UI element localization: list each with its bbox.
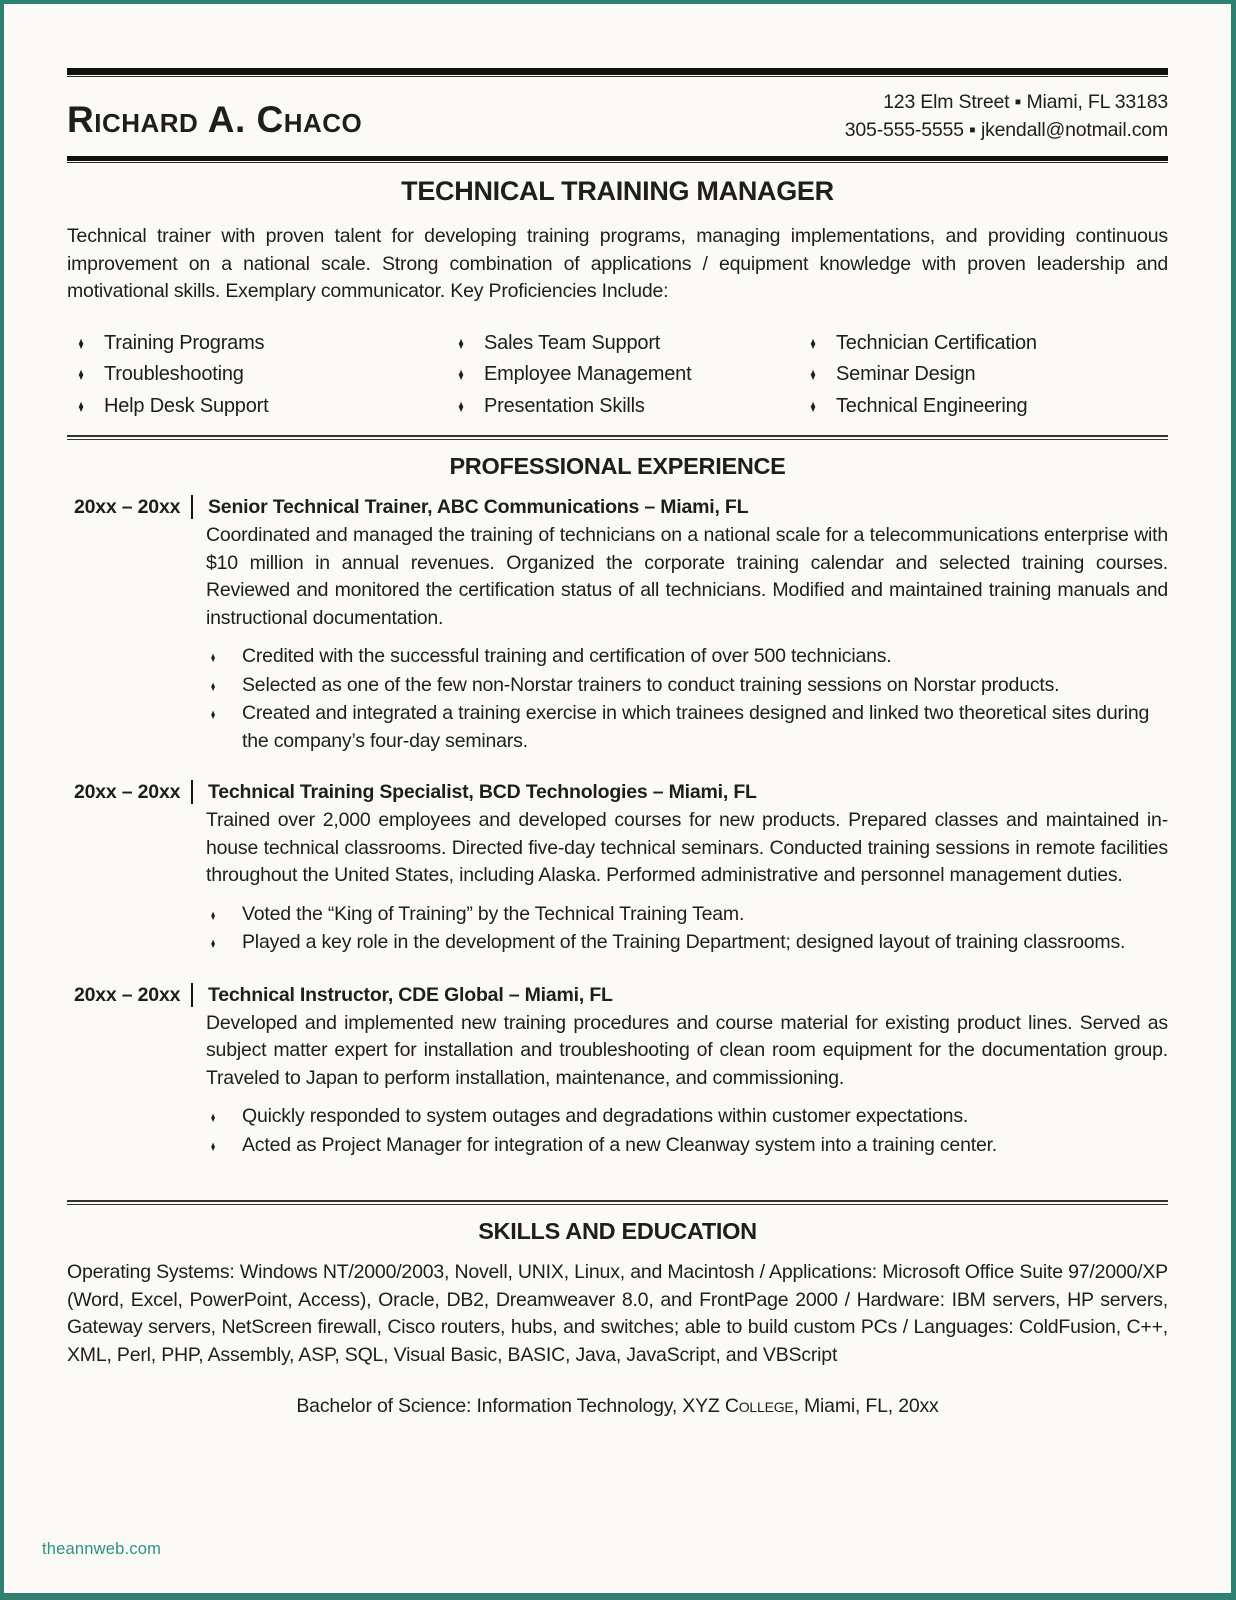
proficiency-label: Training Programs [104,331,265,354]
job-bullet-text: Credited with the successful training and certification of over 500 technicians. [242,645,892,667]
proficiency-label: Troubleshooting [104,363,244,385]
job-bullet [206,1132,1168,1161]
job-title: Technical Instructor, CDE Global – Miami, FL [208,983,613,1006]
job-title: Senior Technical Trainer, ABC Communications – Miami, FL [208,496,749,518]
date-separator [191,983,193,1007]
section-divider [67,435,1168,440]
diamond-bullet-icon: ♦ [210,705,216,723]
education-suffix: , Miami, FL, 20xx [793,1395,939,1417]
job-header [67,494,1168,521]
diamond-bullet-icon: ♦ [210,906,216,923]
top-divider [67,68,1168,77]
job-entry [67,982,1168,1161]
job-bullet-text: Played a key role in the development of the Training Department; designed layout of training classrooms. [242,931,1126,953]
diamond-bullet-icon: ♦ [210,648,216,666]
proficiency-label: Technician Certification [836,331,1037,354]
diamond-bullet-icon: ♦ [78,364,84,385]
experience-heading: PROFESSIONAL EXPERIENCE [449,453,786,479]
job-description: Coordinated and managed the training of technicians on a national scale for a telecommunications enterprise with $10 million in annual revenues. Organized the corporate training calendar and selected training courses. Reviewed and monitored the certification status of all technicians. Modified and maintained training manuals and instructional documentation. [206,524,1168,629]
job-entry [67,494,1168,755]
education-college: College [724,1395,794,1417]
proficiency-item [74,391,454,423]
job-entry [67,779,1168,958]
job-header [67,779,1168,806]
proficiency-label: Presentation Skills [484,394,645,417]
date-separator [191,780,193,804]
candidate-name: Richard A. Chaco [67,99,363,140]
job-bullet-text: Created and integrated a training exercise in which trainees designed and linked two theoretical sites during the company’s four-day seminars. [242,702,1150,752]
contact-phone-email: 305-555-5555 ▪ jkendall@notmail.com [844,118,1168,141]
proficiency-label: Technical Engineering [836,394,1028,417]
job-bullet-list [67,901,1168,958]
proficiency-item [806,328,1168,360]
proficiency-item [806,391,1168,423]
job-bullet [206,672,1168,701]
job-bullet [206,643,1168,672]
proficiency-label: Help Desk Support [104,394,269,417]
watermark-link: theannweb.com [42,1540,162,1558]
job-description: Developed and implemented new training procedures and course material for existing product lines. Served as subject matter expert for installation and troubleshooting of clean room equipment for the documentation group. Traveled to Japan to perform installation, maintenance, and commissioning. [206,1011,1168,1089]
proficiency-item [74,359,454,391]
job-bullet-list [67,643,1168,755]
date-separator [191,495,193,519]
job-dates: 20xx – 20xx [74,496,181,518]
proficiency-label: Employee Management [484,363,692,385]
job-bullet-text: Voted the “King of Training” by the Technical Training Team. [242,902,745,925]
proficiency-item [454,328,806,360]
job-bullet-text: Quickly responded to system outages and degradations within customer expectations. [242,1105,969,1127]
proficiency-item [74,328,454,360]
skills-heading: SKILLS AND EDUCATION [478,1218,757,1244]
section-divider [67,1200,1168,1205]
job-bullet-text: Selected as one of the few non-Norstar trainers to conduct training sessions on Norstar products. [242,673,1060,696]
job-title: Technical Training Specialist, BCD Technologies – Miami, FL [208,781,757,803]
diamond-bullet-icon: ♦ [458,364,464,385]
job-bullet [206,929,1168,958]
education-prefix: Bachelor of Science: Information Technology, XYZ [296,1395,725,1417]
diamond-bullet-icon: ♦ [210,934,216,952]
resume-header [67,89,1168,144]
diamond-bullet-icon: ♦ [210,1108,216,1126]
header-divider [67,156,1168,163]
diamond-bullet-icon: ♦ [210,1137,216,1154]
diamond-bullet-icon: ♦ [810,364,816,385]
job-header [67,982,1168,1009]
diamond-bullet-icon: ♦ [458,333,464,353]
diamond-bullet-icon: ♦ [810,333,816,353]
diamond-bullet-icon: ♦ [78,333,84,353]
job-bullet [206,901,1168,930]
proficiency-label: Sales Team Support [484,331,661,354]
summary-paragraph: Technical trainer with proven talent for developing training programs, managing implementations, and providing continuous improvement on a national scale. Strong combination of applications / equipment knowledge with proven leadership and motivational skills. Exemplary communicator. Key Proficiencies Include: [67,225,1168,302]
job-bullet-text: Acted as Project Manager for integration of a new Cleanway system into a training center. [242,1133,998,1156]
diamond-bullet-icon: ♦ [210,677,216,694]
diamond-bullet-icon: ♦ [458,396,464,416]
proficiency-item [454,359,806,391]
skills-paragraph: Operating Systems: Windows NT/2000/2003, Novell, UNIX, Linux, and Macintosh / Applications: Microsoft Office Suite 97/2000/XP (Word, Excel, PowerPoint, Access), Oracle, DB2, Dreamweaver 8.0, and FrontPage 2000 / Hardware: IBM servers, HP servers, Gateway servers, NetScreen firewall, Cisco routers, hubs, and switches; able to build custom PCs / Languages: ColdFusion, C++, XML, Perl, PHP, Assembly, ASP, SQL, Visual Basic, BASIC, Java, JavaScript, and VBScript [67,1261,1168,1366]
job-description: Trained over 2,000 employees and developed courses for new products. Prepared classes and maintained in-house technical classrooms. Directed five-day technical seminars. Conducted training sessions in remote facilities throughout the United States, including Alaska. Performed administrative and personnel management duties. [206,809,1168,886]
contact-address: 123 Elm Street ▪ Miami, FL 33183 [883,91,1168,113]
diamond-bullet-icon: ♦ [810,396,816,416]
contact-block [845,89,1168,144]
job-bullet-list [67,1103,1168,1160]
proficiency-item [806,359,1168,391]
education-line [67,1395,1168,1418]
proficiency-label: Seminar Design [836,363,976,385]
job-bullet [206,700,1168,755]
document-title: TECHNICAL TRAINING MANAGER [401,176,834,206]
proficiency-item [454,391,806,423]
job-dates: 20xx – 20xx [74,983,181,1006]
proficiencies-grid [67,328,1168,423]
job-bullet [206,1103,1168,1132]
job-dates: 20xx – 20xx [74,781,181,803]
experience-section [67,494,1168,1160]
diamond-bullet-icon: ♦ [78,396,84,416]
